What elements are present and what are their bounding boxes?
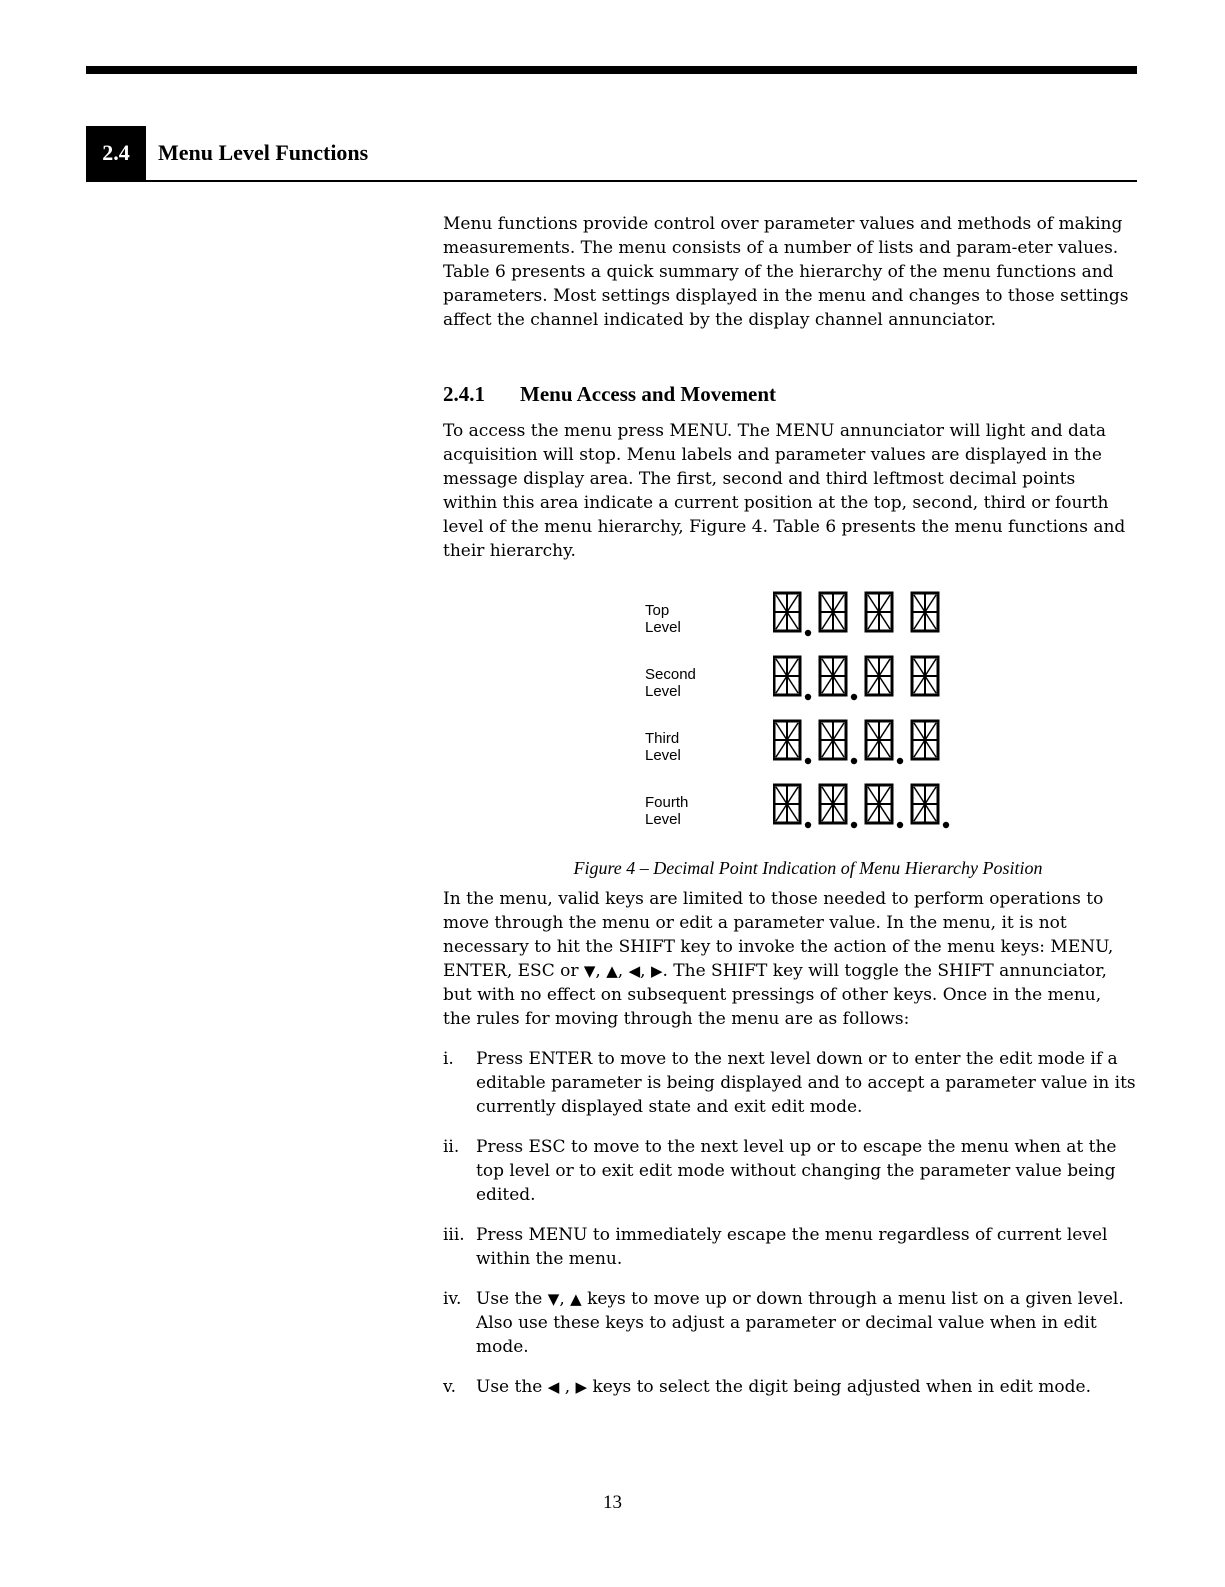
rules-list xyxy=(443,1047,1143,1415)
display-digit xyxy=(866,593,892,631)
decimal-point xyxy=(897,758,903,764)
up-arrow-icon: ▲ xyxy=(606,962,618,980)
display-digit xyxy=(774,785,811,828)
subsection-number: 2.4.1 xyxy=(443,382,485,406)
top-rule xyxy=(86,66,1137,74)
decimal-point xyxy=(851,822,857,828)
list-text: Press ESC to move to the next level up or to escape the menu when at the top level or to exit edit mode without changing the parameter value being edited. xyxy=(476,1137,1117,1205)
display-digit xyxy=(774,721,811,764)
display-digits-icon xyxy=(773,782,953,832)
decimal-point xyxy=(851,758,857,764)
list-text: Press MENU to immediately escape the menu regardless of current level within the menu. xyxy=(476,1225,1108,1269)
section-header xyxy=(86,126,1137,182)
list-marker: iii. xyxy=(443,1225,465,1245)
list-text: Press ENTER to move to the next level down or to enter the edit mode if a editable parameter is being displayed and to accept a parameter value in its currently displayed state and exit edit mode. xyxy=(476,1049,1136,1117)
keys-text-1: In the menu, valid keys are limited to those needed to perform operations to move through the menu or edit a parameter value. In the menu, it is not necessary to hit the SHIFT key to invoke the action of the menu keys: MENU, ENTER, ESC or xyxy=(443,889,1114,981)
display-digit xyxy=(866,785,903,828)
left-arrow-icon: ◀ xyxy=(547,1378,560,1396)
access-text: To access the menu press MENU. The MENU annunciator will light and data acquisition will stop. Menu labels and parameter values are displayed in the message display area. The first, second and third leftmost decimal points within this area indicate a current position at the top, second, third or fourth level of the menu hierarchy, Figure 4. Table 6 presents the menu functions and their hierarchy. xyxy=(443,421,1126,561)
decimal-point xyxy=(851,694,857,700)
decimal-point xyxy=(943,822,949,828)
figure-caption: Figure 4 – Decimal Point Indication of Menu Hierarchy Position xyxy=(573,858,1043,878)
display-digits-icon xyxy=(773,654,953,704)
display-digit xyxy=(866,657,892,695)
display-digits-icon xyxy=(773,718,953,768)
decimal-point xyxy=(897,822,903,828)
display-digits-icon xyxy=(773,590,953,640)
list-marker: v. xyxy=(443,1377,456,1397)
fig-label: Top Level xyxy=(645,602,681,636)
display-digit xyxy=(774,657,811,700)
list-item xyxy=(443,1135,1143,1207)
subsection-heading xyxy=(443,382,776,407)
list-text-pre: Use the xyxy=(476,1289,548,1309)
fig-label: Fourth Level xyxy=(645,794,689,828)
list-text-post: keys to move up or down through a menu list on a given level. Also use these keys to adjust a parameter or decimal value when in edit mode. xyxy=(476,1289,1124,1357)
decimal-point xyxy=(805,630,811,636)
display-digit xyxy=(820,593,846,631)
decimal-point xyxy=(805,822,811,828)
list-item: iv. Use the ▼, ▲ keys to move up or down through a menu list on a given level. Also use these keys to adjust a parameter or decimal value when in edit mode. xyxy=(443,1289,1124,1357)
display-digit xyxy=(774,593,811,636)
fig-label: Third Level xyxy=(645,730,681,764)
section-number: 2.4 xyxy=(86,126,146,180)
fig-label: Second Level xyxy=(645,666,696,700)
display-digit xyxy=(820,657,857,700)
keys-paragraph: In the menu, valid keys are limited to those needed to perform operations to move through the menu or edit a parameter value. In the menu, it is not necessary to hit the SHIFT key to invoke the action of the menu keys: MENU, ENTER, ESC or ▼, ▲, ◀, ▶. The SHIFT key will toggle the SHIFT annunciator, but with no effect on subsequent pressings of other keys. Once in the menu, the rules for moving through the menu are as follows: xyxy=(443,889,1114,1029)
display-digit xyxy=(912,657,938,695)
list-item xyxy=(443,1047,1143,1119)
list-text-post: keys to select the digit being adjusted when in edit mode. xyxy=(587,1377,1091,1397)
intro-text: Menu functions provide control over parameter values and methods of making measurements. The menu consists of a number of lists and param-eter values. Table 6 presents a quick summary of the hierarchy of the menu functions and parameters. Most settings displayed in the menu and changes to those settings affect the channel indicated by the display channel annunciator. xyxy=(443,214,1129,330)
page-number: 13 xyxy=(603,1492,622,1513)
list-item: v. Use the ◀ , ▶ keys to select the digit being adjusted when in edit mode. xyxy=(443,1377,1091,1397)
down-arrow-icon: ▼ xyxy=(547,1290,560,1308)
up-arrow-icon: ▲ xyxy=(570,1290,582,1308)
down-arrow-icon: ▼ xyxy=(583,962,596,980)
keys-text-2: . The SHIFT key will toggle the SHIFT annunciator, but with no effect on subsequent pressings of other keys. Once in the menu, the rules for moving through the menu are as follows: xyxy=(443,961,1107,1029)
list-marker: ii. xyxy=(443,1137,460,1157)
list-marker: iv. xyxy=(443,1289,462,1309)
intro-paragraph xyxy=(443,212,1133,332)
list-marker: i. xyxy=(443,1049,454,1069)
right-arrow-icon: ▶ xyxy=(650,962,663,980)
subsection-title: Menu Access and Movement xyxy=(520,382,777,406)
section-title: Menu Level Functions xyxy=(158,140,369,165)
left-arrow-icon: ◀ xyxy=(628,962,641,980)
display-digit xyxy=(912,721,938,759)
display-digit xyxy=(912,785,949,828)
display-digit xyxy=(820,785,857,828)
display-digit xyxy=(912,593,938,631)
access-paragraph xyxy=(443,419,1133,563)
display-digit xyxy=(820,721,857,764)
decimal-point xyxy=(805,694,811,700)
right-arrow-icon: ▶ xyxy=(575,1378,588,1396)
display-digit xyxy=(866,721,903,764)
list-item xyxy=(443,1223,1143,1271)
decimal-point xyxy=(805,758,811,764)
list-text-pre: Use the xyxy=(476,1377,548,1397)
